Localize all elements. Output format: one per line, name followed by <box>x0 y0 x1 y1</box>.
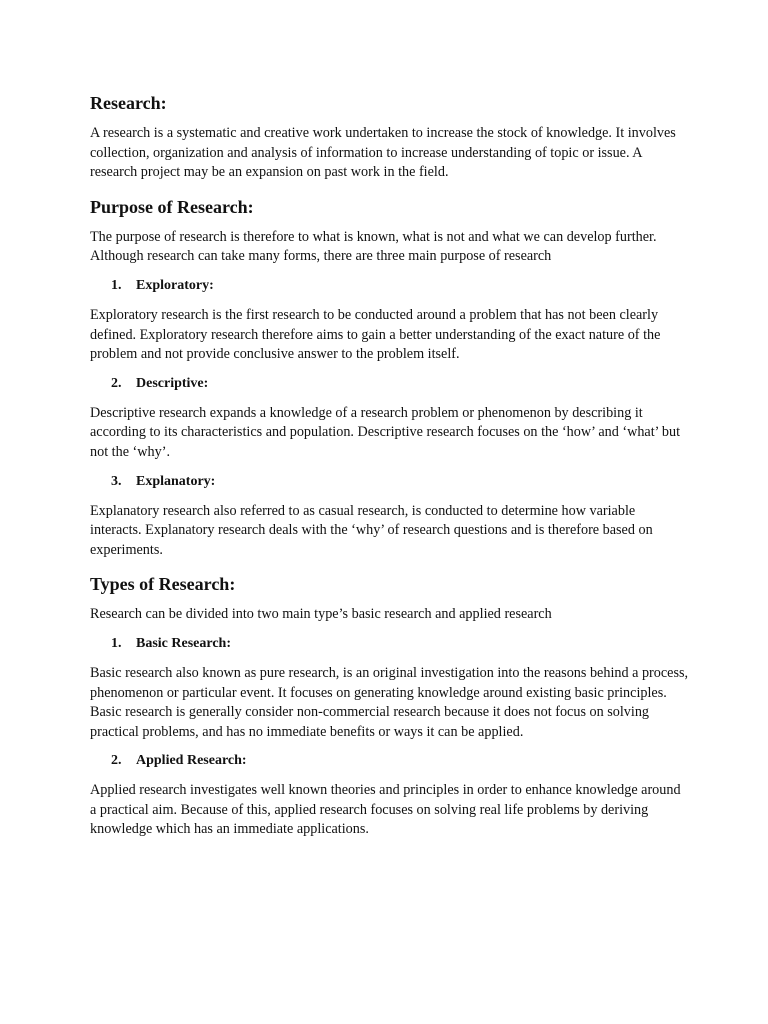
list-number: 1. <box>111 277 122 293</box>
heading-types-of-research: Types of Research: <box>90 574 236 595</box>
list-number: 3. <box>111 473 122 489</box>
list-number: 2. <box>111 375 122 391</box>
list-title-exploratory: Exploratory: <box>136 277 214 293</box>
list-number: 1. <box>111 635 122 651</box>
paragraph-basic-research: Basic research also known as pure research, is an original investigation into the reasons behind a process, phenomenon or particular event. It focuses on generating knowledge around existing basic principles. Basic research is generally consider non-commercial research because it does not focus on solving practical problems, and has no immediate benefits or ways it can be applied. <box>90 664 689 740</box>
list-title-applied-research: Applied Research: <box>136 753 247 769</box>
paragraph-explanatory: Explanatory research also referred to as casual research, is conducted to determine how variable interacts. Explanatory research deals with the ‘why’ of research questions and is therefore based on experiments. <box>90 502 653 558</box>
paragraph-exploratory: Exploratory research is the first research to be conducted around a problem that has not been clearly defined. Exploratory research therefore aims to gain a better understanding of the exact nature of the problem and not provide conclusive answer to the problem itself. <box>90 306 661 363</box>
list-title-explanatory: Explanatory: <box>136 473 216 489</box>
list-item-exploratory <box>111 277 690 295</box>
heading-research: Research: <box>90 93 167 113</box>
document-page <box>90 92 690 840</box>
list-item-explanatory <box>111 473 690 491</box>
list-item-basic-research <box>111 635 690 653</box>
list-title-basic-research: Basic Research: <box>136 635 231 651</box>
list-number: 2. <box>111 753 122 769</box>
paragraph-descriptive: Descriptive research expands a knowledge of a research problem or phenomenon by describing it according to its characteristics and population. Descriptive research focuses on the ‘how’ and ‘what’ but not the ‘why’. <box>90 404 681 460</box>
list-title-descriptive: Descriptive: <box>136 375 209 391</box>
paragraph-applied-research: Applied research investigates well known theories and principles in order to enhance knowledge around a practical aim. Because of this, applied research focuses on solving real life problems by deriving knowledge which has an immediate applications. <box>90 782 681 838</box>
list-item-applied-research <box>111 752 690 770</box>
heading-purpose-of-research: Purpose of Research: <box>90 196 254 217</box>
paragraph-types-intro: Research can be divided into two main type’s basic research and applied research <box>90 606 552 623</box>
list-item-descriptive <box>111 375 690 393</box>
paragraph-purpose-intro: The purpose of research is therefore to what is known, what is not and what we can develop further. Although research can take many forms, there are three main purpose of research <box>90 228 657 265</box>
paragraph-research-definition: A research is a systematic and creative work undertaken to increase the stock of knowledge. It involves collection, organization and analysis of information to increase understanding of topic or issue. A research project may be an expansion on past work in the field. <box>90 125 676 181</box>
